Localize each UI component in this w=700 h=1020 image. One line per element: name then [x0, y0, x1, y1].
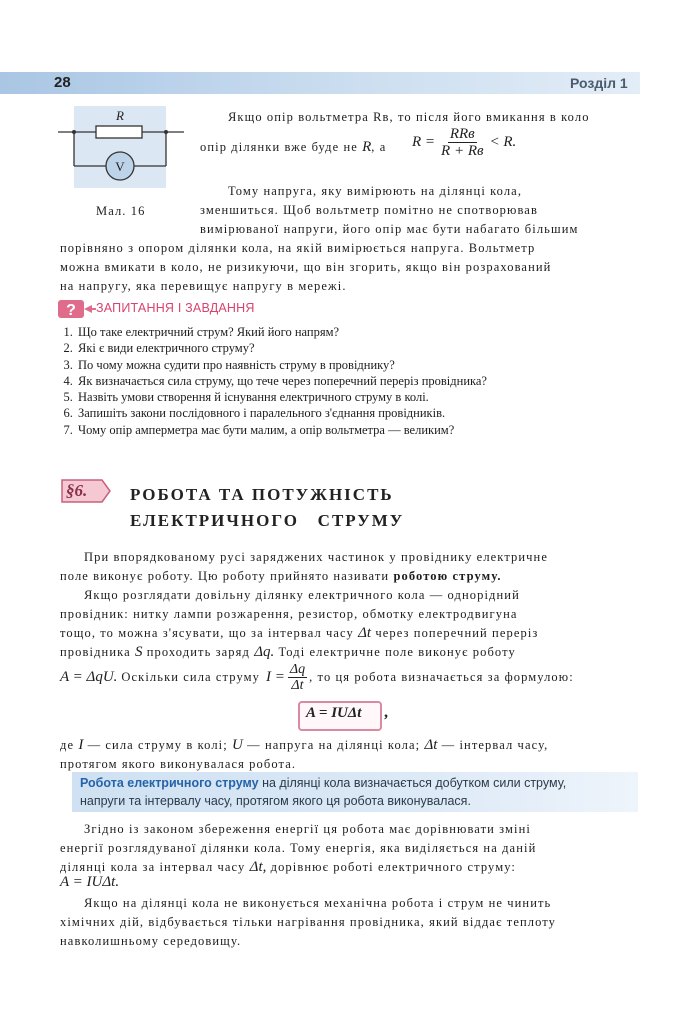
s6-p5-line-3: навколишньому середовищу.: [60, 934, 242, 948]
intro-line-2: опір ділянки вже буде не R, а: [200, 139, 387, 155]
question-item: 6. Запишіть закони послідовного і паралельного з'єднання провідників.: [76, 405, 676, 421]
intro-p2-line-2: зменшиться. Щоб вольтметр помітно не спотворював: [200, 203, 538, 217]
circuit-diagram: [58, 106, 188, 188]
resistor-symbol: [96, 126, 142, 138]
main-formula-comma: ,: [384, 704, 388, 721]
s6-p3-line-1: де I — сила струму в колі; U — напруга на ділянці кола; Δt — інтервал часу,: [60, 737, 549, 753]
section-label: Розділ 1: [570, 75, 628, 91]
section-title: РОБОТА ТА ПОТУЖНІСТЬ ЕЛЕКТРИЧНОГО СТРУМУ: [130, 485, 405, 530]
header-bar: [0, 72, 640, 94]
s6-p2-line-4: провідника S проходить заряд Δq. Тоді електричне поле виконує роботу: [60, 644, 516, 660]
questions-list: [60, 324, 676, 438]
s6-p3-line-2: протягом якого виконувалася робота.: [60, 757, 297, 771]
intro-line-1: Якщо опір вольтметра Rв, то після його вмикання в коло: [228, 110, 590, 124]
svg-text:?: ?: [66, 302, 76, 319]
s6-p1-line-2: поле виконує роботу. Цю роботу прийнято називати роботою струму.: [60, 569, 502, 583]
s6-p5-line-1: Якщо на ділянці кола не виконується механічна робота і струм не чинить: [84, 896, 552, 910]
s6-p2-line-3: тощо, то можна з'ясувати, що за інтервал часу Δt через поперечний переріз: [60, 625, 539, 641]
s6-p4-line-1: Згідно із законом збереження енергії ця робота має дорівнювати зміні: [84, 822, 531, 836]
intro-p2-line-6: на напругу, яка перевищує напругу в мережі.: [60, 279, 347, 293]
intro-p2-line-3: вимірюваної напруги, його опір має бути набагато більшим: [200, 222, 579, 236]
figure-caption: Мал. 16: [96, 204, 146, 218]
intro-p2-line-4: порівняно з опором ділянки кола, на якій вимірюється напруга. Вольтметр: [60, 241, 536, 255]
voltmeter-label: V: [115, 159, 125, 174]
page-number: 28: [54, 74, 71, 91]
section-badge: §6.: [66, 481, 88, 500]
s6-p2-line-1: Якщо розглядати довільну ділянку електричного кола — однорідний: [84, 588, 520, 602]
question-item: 5. Назвіть умови створення й існування електричного струму в колі.: [76, 389, 676, 405]
voltmeter-formula: R = RRв R + Rв < R.: [412, 126, 517, 159]
questions-title: ЗАПИТАННЯ І ЗАВДАННЯ: [96, 301, 255, 315]
question-item: 3. По чому можна судити про наявність струму в провіднику?: [76, 357, 676, 373]
s6-p5-line-2: хімічних дій, відбувається тільки нагрівання провідника, який віддає теплоту: [60, 915, 557, 929]
s6-p1-line-1: При впорядкованому русі заряджених частинок у провіднику електричне: [84, 550, 548, 564]
s6-p4-line-3: ділянці кола за інтервал часу Δt, дорівнює роботі електричного струму:: [60, 859, 516, 875]
resistor-label: R: [116, 108, 124, 123]
s6-p2-line-2: провідник: нитку лампи розжарення, резистор, обмотку електродвигуна: [60, 607, 518, 621]
question-item: 4. Як визначається сила струму, що тече через поперечний переріз провідника?: [76, 373, 676, 389]
s6-p4-line-2: енергії розглядуваної ділянки кола. Тому енергія, яка виділяється на даній: [60, 841, 537, 855]
question-item: 2. Які є види електричного струму?: [76, 340, 676, 356]
highlight-text: Робота електричного струму на ділянці кола визначається добутком сили струму, напруги та інтервалу часу, протягом якого ця робота виконувалася.: [80, 776, 567, 808]
s6-p2-line-5: A = ΔqU. Оскільки сила струму I = $\frac{\Delta q}{\Delta t}$ , то ця робота визначається за формулою:: [60, 662, 574, 693]
intro-p2-line-1: Тому напруга, яку вимірюють на ділянці кола,: [228, 184, 523, 198]
main-formula: A = IUΔt: [306, 705, 362, 721]
intro-p2-line-5: можна вмикати в коло, не ризикуючи, що він згорить, якщо він розрахований: [60, 260, 552, 274]
question-item: 7. Чому опір амперметра має бути малим, а опір вольтметра — великим?: [76, 422, 676, 438]
s6-p4-line-4: A = IUΔt.: [60, 874, 120, 890]
question-item: 1. Що таке електричний струм? Який його напрям?: [76, 324, 676, 340]
